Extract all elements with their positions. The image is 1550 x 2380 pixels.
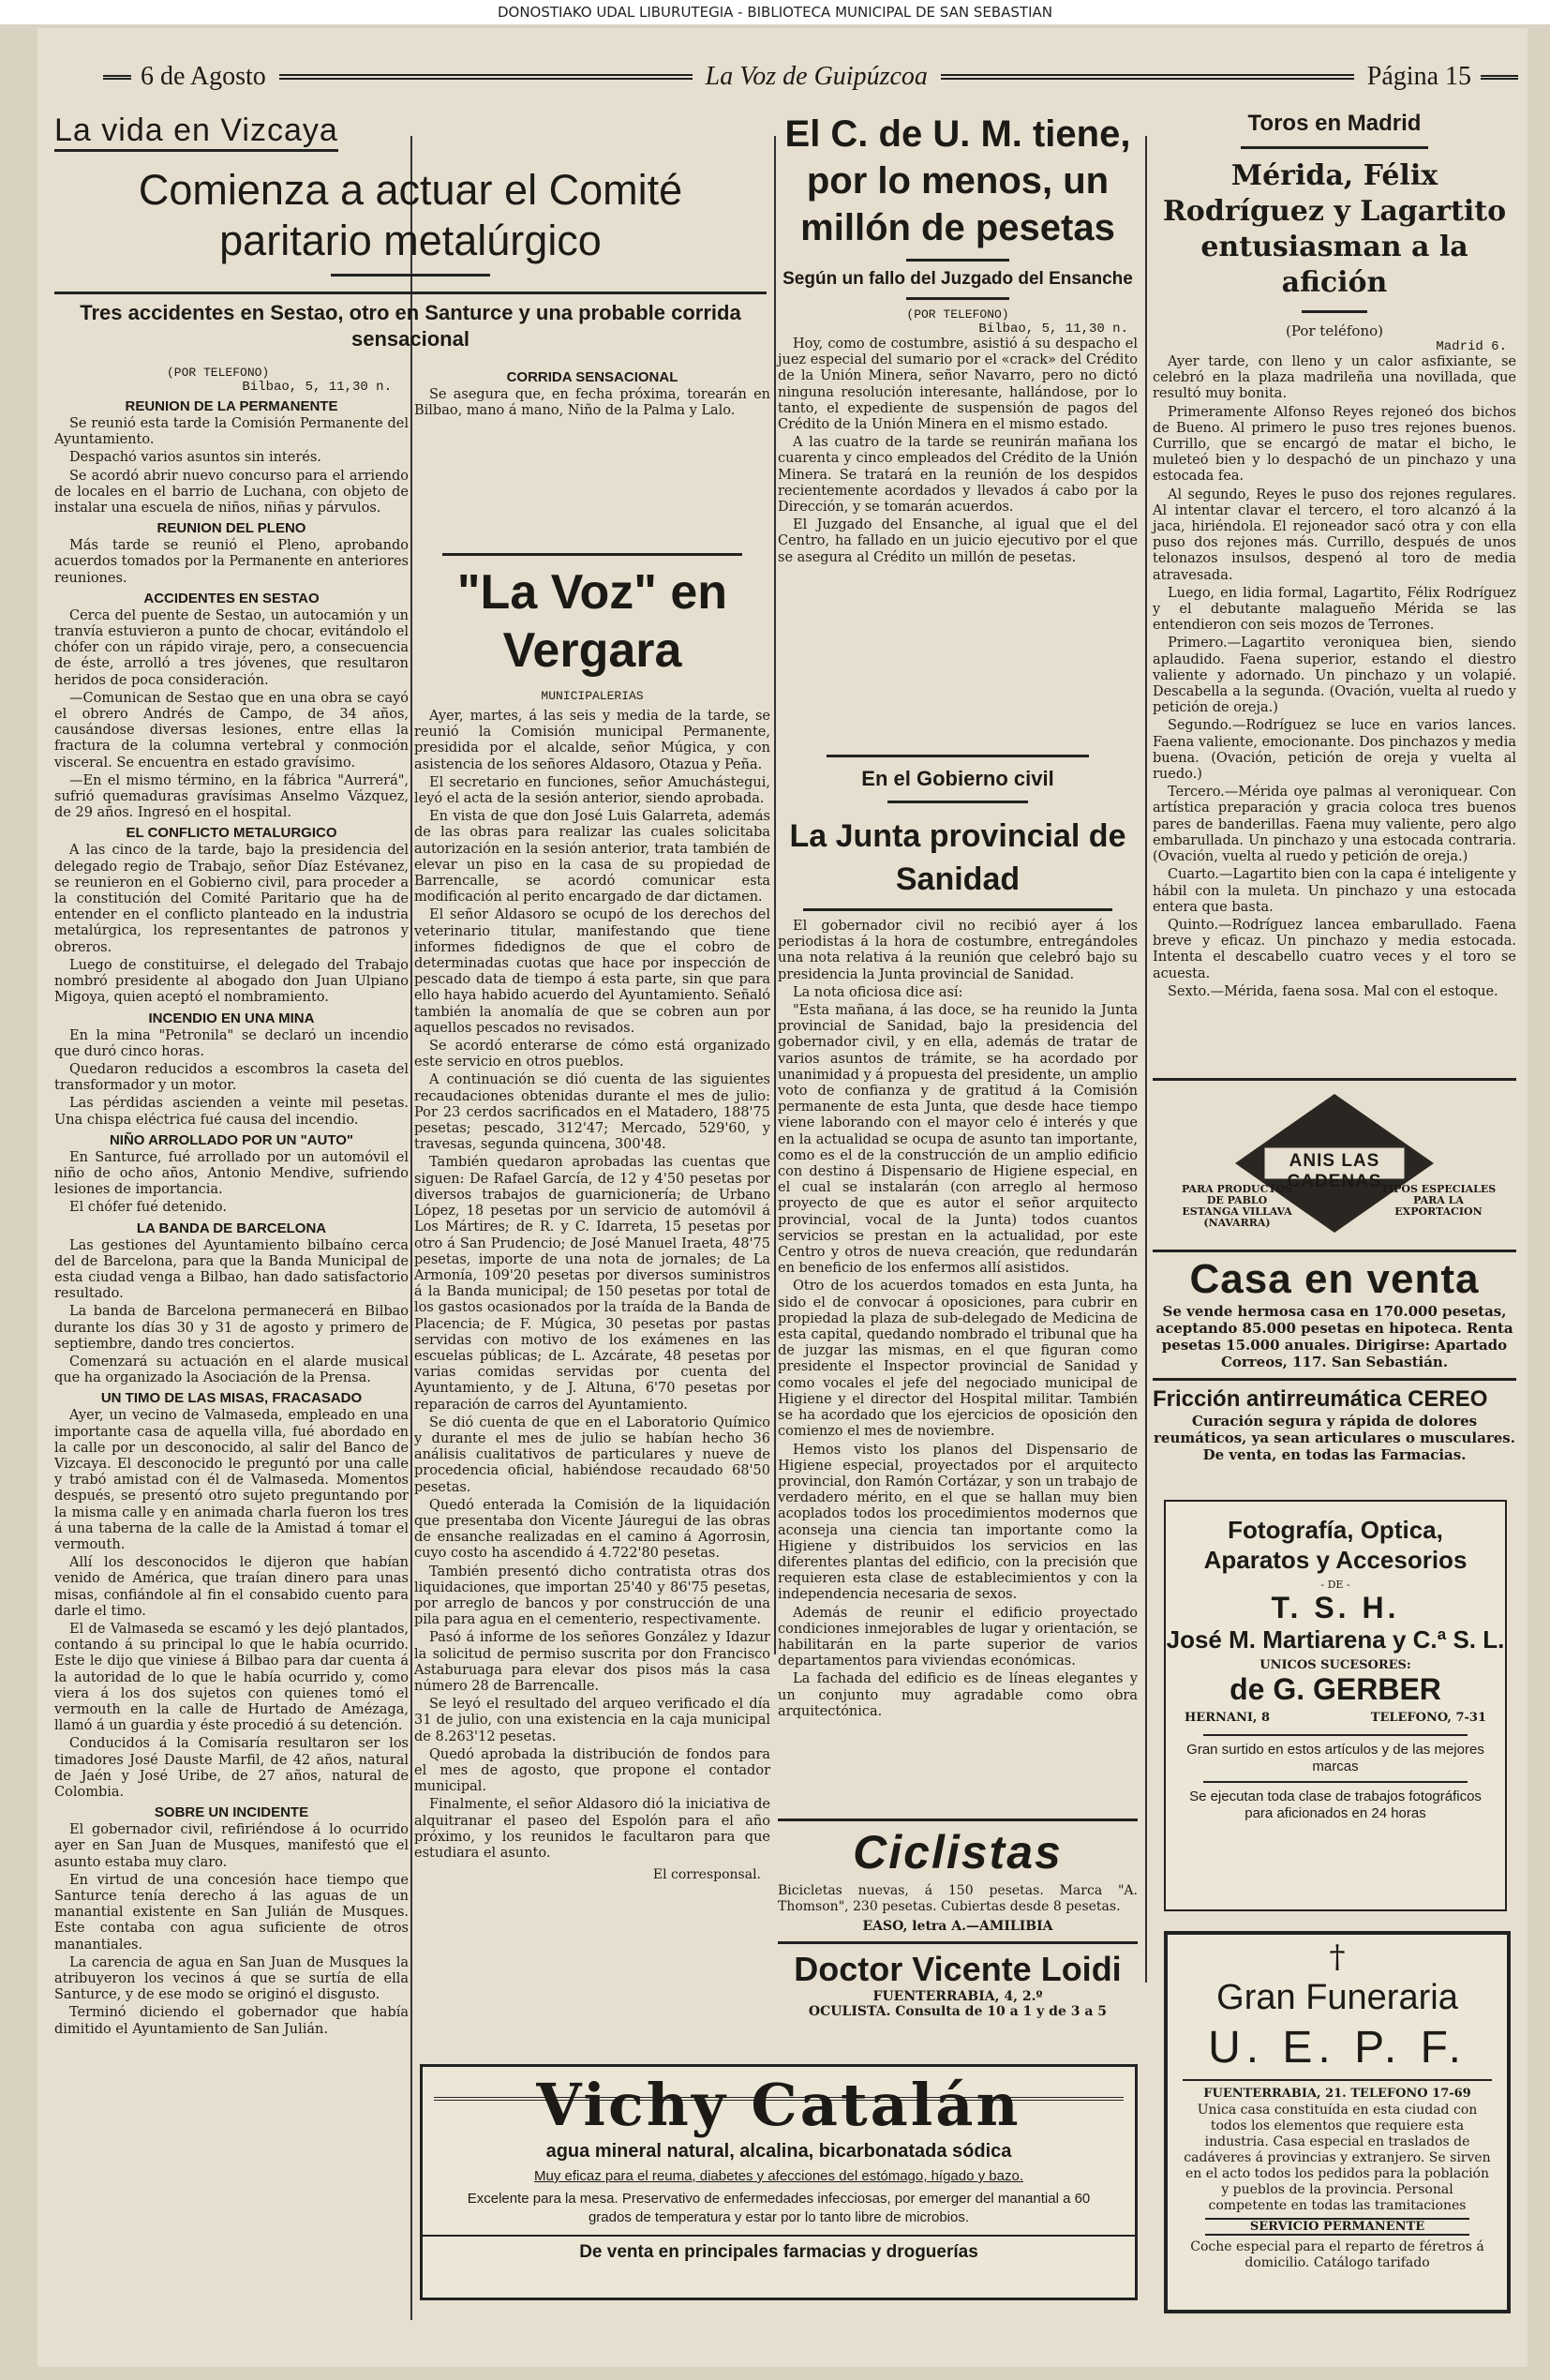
ciclistas-text: Bicicletas nuevas, á 150 pesetas. Marca "A. Thomson", 230 pesetas. Cubiertas desde 8 pesetas. xyxy=(778,1883,1138,1914)
newspaper-page xyxy=(37,28,1528,2367)
divider xyxy=(1153,1378,1516,1381)
vizcaya-paragraph: Se asegura que, en fecha próxima, torearán en Bilbao, mano á mano, Niño de la Palma y Lalo. xyxy=(414,387,770,419)
anis-left-text: PARA PRODUCTOS DE PABLO ESTANGA VILLAVA (NAVARRA) xyxy=(1181,1183,1293,1229)
cum-paragraph: Hoy, como de costumbre, asistió á su despacho el juez especial del sumario por el «crack» del Crédito de la Unión Minera, señor Navarro, pero no dictó ninguna resolución interesante, hallándose, por lo tanto, el expediente de suspensión de pagos del Crédito de la Unión Minera en el mismo estado. xyxy=(778,337,1138,433)
vizcaya-paragraph: Ayer, un vecino de Valmaseda, empleado en una importante casa de aquella villa, fué abordado en la calle por un desconocido, al salir del Banco de Vizcaya. El desconocido le preguntó por una calle y trabó amistad con él de Valmaseda. Momentos después, se presentó otro sujeto preguntando por la misma calle y en animada charla fueron los tres á una taberna de la calle de la Amistad á tomar el vermouth. xyxy=(54,1408,409,1552)
toros-kicker: Toros en Madrid xyxy=(1247,111,1422,136)
cum-paragraph: El Juzgado del Ensanche, al igual que el del Centro, ha fallado en un juicio ejecutivo por el que se asegura al Crédito un millón de pesetas. xyxy=(778,517,1138,565)
vizcaya-paragraph: El gobernador civil, refiriéndose á lo ocurrido ayer en San Juan de Musques, manifestó que el asunto estaba muy claro. xyxy=(54,1822,409,1870)
friccion-title: Fricción antirreumática CEREO xyxy=(1153,1386,1488,1412)
divider xyxy=(906,297,1009,300)
divider xyxy=(906,259,1009,262)
vizcaya-source: (POR TELEFONO) xyxy=(167,366,270,380)
vergara-paragraph: En vista de que don José Luis Galarreta, además de las obras para realizar las cuales solicitaba autorización en la sesión anterior, trata también de elevar un piso en la casa de su propiedad de Barrencalle, se acordó comunicar esta modificación al perito encargado de dar dictamen. xyxy=(414,809,770,906)
vichy-subtitle: agua mineral natural, alcalina, bicarbonatada sódica xyxy=(545,2141,1012,2162)
column-rule xyxy=(410,136,412,2320)
ciclistas-ad xyxy=(778,1819,1138,2019)
header-rule xyxy=(941,74,1354,80)
foto-text-1: Gran surtido en estos artículos y de las mejores marcas xyxy=(1186,1742,1484,1774)
toros-source: (Por teléfono) xyxy=(1285,322,1383,339)
sanidad-kicker: En el Gobierno civil xyxy=(861,767,1054,790)
vichy-line-3: De venta en principales farmacias y droguerías xyxy=(423,2235,1135,2263)
vizcaya-paragraph: Luego de constituirse, el delegado del Trabajo nombró presidente al abogado don Juan Ulpiano Migoya, quien aceptó el nombramiento. xyxy=(54,957,409,1006)
divider xyxy=(1241,146,1428,149)
toros-paragraph: Luego, en lidia formal, Lagartito, Félix Rodríguez y el debutante malagueño Mérida se las entendieron con seis mozos de Terrones. xyxy=(1153,585,1516,634)
section-subhead: EL CONFLICTO METALURGICO xyxy=(126,825,337,842)
divider xyxy=(442,553,742,556)
header-page-number: Página 15 xyxy=(1366,62,1472,91)
section-subhead: LA BANDA DE BARCELONA xyxy=(136,1220,327,1236)
vizcaya-paragraph: En virtud de una concesión hace tiempo que Santurce tenía derecho á las aguas de un manantial existente en San Julián de Musques. Este contaba con agua suficiente de otros manantiales. xyxy=(54,1872,409,1953)
foto-address: HERNANI, 8 xyxy=(1185,1711,1271,1725)
vizcaya-paragraph: Quedaron reducidos a escombros la caseta del transformador y un motor. xyxy=(54,1061,409,1094)
cum-headline: El C. de U. M. tiene, por lo menos, un millón de pesetas xyxy=(784,113,1131,248)
funeraria-text: Unica casa constituída en esta ciudad con todos los elementos que requiere esta industria. Casa especial en traslados de cadáveres á provincias y extranjero. Se sirven en el acto todos los pedidos para la población y pueblos de la provincia. Personal competente en todas las tramitaciones xyxy=(1184,2103,1491,2213)
vizcaya-paragraph: Se reunió esta tarde la Comisión Permanente del Ayuntamiento. xyxy=(54,416,409,448)
divider xyxy=(778,1941,1138,1944)
sanidad-paragraph: "Esta mañana, á las doce, se ha reunido la Junta provincial de Sanidad, bajo la presidencia del gobernador civil, y en ella, además de tratar de varios asuntos de trámite, se ha acordado por unanimidad y á propuesta del presidente, un amplio voto de confianza y de gratitud á la Comisión permanente de esta Junta, que desde hace tiempo viene laborando con el mayor celo é interés y que en la actualidad se ocupa de asunto tan importante, como es el de la construcción de un amplio edificio con destino á Dispensario de Higiene especial, en el cual se instalarán (con arreglo al hermoso proyecto de que es autor el señor arquitecto provincial, vocal de la Junta) todos cuantos servicios se prestan en la actualidad, por este Centro y otros de nueva creación, que redundarán en beneficio de los enfermos allí asistidos. xyxy=(778,1003,1139,1277)
friccion-text: Curación segura y rápida de dolores reumáticos, ya sean articulares o musculares. De venta, en todas las Farmacias. xyxy=(1154,1413,1515,1463)
divider xyxy=(1203,1781,1468,1783)
divider xyxy=(887,801,1028,803)
vizcaya-paragraph: La carencia de agua en San Juan de Musques la atribuyeron los vecinos á que se surtía de ella Santurce, y de ese modo se originó el disgusto. xyxy=(54,1954,409,2003)
vizcaya-column-1 xyxy=(54,366,409,2040)
foto-successors: UNICOS SUCESORES: xyxy=(1259,1658,1411,1672)
vizcaya-article-header xyxy=(54,112,767,352)
archive-watermark-bar: DONOSTIAKO UDAL LIBURUTEGIA - BIBLIOTECA MUNICIPAL DE SAN SEBASTIAN xyxy=(0,0,1550,24)
sanidad-paragraph: Además de reunir el edificio proyectado condiciones inmejorables de lugar y orientación, se habilitarán en la parte superior de varios departamentos para viviendas económicas. xyxy=(778,1605,1138,1669)
vergara-paragraph: Se acordó enterarse de cómo está organizado este servicio en otros pueblos. xyxy=(414,1039,770,1070)
vizcaya-paragraph: Más tarde se reunió el Pleno, aprobando acuerdos tomados por la Permanente en anteriores reuniones. xyxy=(54,538,409,586)
vizcaya-paragraph: Conducidos á la Comisaría resultaron ser los timadores José Dauste Marfil, de 42 años, natural de Jaén y José Uribe, de 27 años, natural de Colombia. xyxy=(54,1736,409,1801)
vizcaya-paragraph: En la mina "Petronila" se declaró un incendio que duró cinco horas. xyxy=(54,1027,409,1059)
vizcaya-paragraph: La banda de Barcelona permanecerá en Bilbao durante los días 30 y 31 de agosto y primero de septiembre, dando tres conciertos. xyxy=(54,1304,409,1352)
foto-phone: TELEFONO, 7-31 xyxy=(1370,1711,1486,1725)
sanidad-paragraph: La nota oficiosa dice así: xyxy=(793,984,963,1000)
header-rule xyxy=(279,74,693,80)
foto-owner: José M. Martiarena y C.ª S. L. xyxy=(1166,1625,1505,1654)
sanidad-body xyxy=(778,919,1138,1720)
toros-headline: Mérida, Félix Rodríguez y Lagartito entusiasman a la afición xyxy=(1162,159,1507,299)
foto-text-2: Se ejecutan toda clase de trabajos fotográficos para aficionados en 24 horas xyxy=(1189,1789,1482,1821)
vizcaya-paragraph: Las gestiones del Ayuntamiento bilbaíno cerca del de Barcelona, para que la Banda Municipal de esta ciudad venga a Bilbao, han dado satisfactorio resultado. xyxy=(54,1237,409,1302)
loidi-title: Doctor Vicente Loidi xyxy=(794,1950,1122,1988)
header-rule xyxy=(103,75,131,80)
vergara-paragraph: Quedó aprobada la distribución de fondos para el mes de agosto, que propone el contador municipal. xyxy=(414,1746,770,1795)
section-subhead: CORRIDA SENSACIONAL xyxy=(506,369,678,385)
divider xyxy=(1302,310,1367,313)
vizcaya-paragraph: Las pérdidas ascienden a veinte mil pesetas. Una chispa eléctrica fué causa del incendio. xyxy=(54,1096,409,1128)
header-paper-name: La Voz de Guipúzcoa xyxy=(705,62,928,91)
vizcaya-column-2 xyxy=(414,366,770,421)
funeraria-address: FUENTERRABIA, 21. TELEFONO 17-69 xyxy=(1203,2087,1471,2101)
vizcaya-sections-continued xyxy=(414,369,770,419)
funeraria-ad xyxy=(1164,1931,1511,2313)
sanidad-paragraph: La fachada del edificio es de líneas elegantes y un conjunto muy agradable como obra arquitectónica. xyxy=(778,1671,1138,1719)
vizcaya-paragraph: Comenzará su actuación en el alarde musical que ha organizado la Asociación de la Prensa. xyxy=(54,1354,409,1386)
vergara-paragraph: También quedaron aprobadas las cuentas que siguen: De Rafael García, de 12 y 4'50 pesetas por diversos trabajos de guarnicionería; de Urbano López, 18 pesetas por un servicio de automóvil á Los Mártires; de R. y C. Idarreta, 15 pesetas por otro á San Prudencio; de José Manuel Iraeta, 48'75 pesetas, importe de una nota de jornales; de La Armonía, 109'20 pesetas por diversos suministros á la Banda municipal; de 150 pesetas por total de los gastos ocasionados por la traída de la Banda de Placencia; de F. Múgica, 30 pesetas por pastas servidas con motivo de los exámenes en las escuelas públicas; de L. Azcárate, 48 pesetas por varias comidas servidas por cuenta del Ayuntamiento, y de J. Altuna, 6'70 pesetas por reparación de carros del Ayuntamiento. xyxy=(414,1155,770,1413)
anis-ad xyxy=(1153,1078,1516,1252)
vergara-signature: El corresponsal. xyxy=(652,1867,761,1883)
divider xyxy=(778,1819,1138,1821)
toros-body xyxy=(1153,354,1516,1000)
foto-de: - DE - xyxy=(1320,1579,1350,1591)
vizcaya-paragraph: En Santurce, fué arrollado por un automóvil el niño de ocho años, Antonio Mendive, sufriendo lesiones de importancia. xyxy=(54,1149,409,1198)
toros-paragraph: Primero.—Lagartito veroniquea bien, siendo aplaudido. Faena superior, estando el diestro valiente y adornado. Un pinchazo y un volapié. Descabella a la segunda. (Ovación, vuelta al ruedo y petición de oreja.) xyxy=(1153,636,1516,716)
sanidad-paragraph: Otro de los acuerdos tomados en esta Junta, ha sido el de convocar á oposiciones, para cubrir en propiedad la plaza de sub-delegado de Medicina de esta capital, quedando nombrado el tribunal que ha de juzgar las mismas, en el que figuran como presidente el Inspector provincial de Sanidad y como vocales el jefe del negociado municipal de Higiene y el director del Hospital militar. También se ha acordado que los ejercicios de oposición den comienzo el mes de noviembre. xyxy=(778,1279,1138,1440)
funeraria-tail: Coche especial para el reparto de féretros á domicilio. Catálogo tarifado xyxy=(1190,2239,1484,2270)
vizcaya-headline: Comienza a actuar el Comité paritario metalúrgico xyxy=(138,166,683,264)
section-subhead: UN TIMO DE LAS MISAS, FRACASADO xyxy=(100,1390,363,1407)
vergara-paragraph: El secretario en funciones, señor Amuchástegui, leyó el acta de la sesión anterior, siendo aprobada. xyxy=(414,774,770,807)
casa-title: Casa en venta xyxy=(1189,1256,1480,1302)
section-subhead: REUNION DE LA PERMANENTE xyxy=(125,398,338,414)
vizcaya-paragraph: A las cinco de la tarde, bajo la presidencia del delegado regio de Trabajo, señor Díaz Estévanez, se reunieron en el Gobierno civil, para proceder a la constitución del Comité Paritario que ha de entender en el conflicto planteado en la industria metalúrgica, los representantes de patronos y obreros. xyxy=(54,843,409,955)
sanidad-headline: La Junta provincial de Sanidad xyxy=(789,818,1126,897)
funeraria-brand: U. E. P. F. xyxy=(1208,2023,1467,2073)
divider xyxy=(331,274,490,277)
casa-ad xyxy=(1153,1256,1516,1463)
ciclistas-address: EASO, letra A.—AMILIBIA xyxy=(862,1919,1053,1934)
toros-paragraph: Cuarto.—Lagartito bien con la capa é inteligente y hábil con la muleta. Un pinchazo y una estocada entera que basta. xyxy=(1153,867,1516,915)
vichy-line-1: Muy eficaz para el reuma, diabetes y afecciones del estómago, hígado y bazo. xyxy=(534,2168,1023,2184)
toros-dateline: Madrid 6. xyxy=(1436,339,1507,354)
cum-paragraph: A las cuatro de la tarde se reunirán mañana los cuarenta y cinco empleados del Crédito de la Unión Minera. Se tratará en la reunión de los despidos recientemente acordados y llevados á cabo por la Dirección, y se tomarán acuerdos. xyxy=(778,435,1138,516)
loidi-text: OCULISTA. Consulta de 10 a 1 y de 3 a 5 xyxy=(808,2004,1108,2019)
vizcaya-paragraph: El de Valmaseda se escamó y les dejó plantados, contando á su principal lo que le había ocurrido. Este le dijo que viniese á Bilbao para dar cuenta á la autoridad de lo que le había ocurrido y, como viera á los dos sujetos con quienes tomó el vermouth en la calle de Hurtado de Amézaga, llamó á un guardia y éste procedió á su detención. xyxy=(54,1622,409,1734)
sanidad-article xyxy=(778,755,1138,1722)
vergara-paragraph: A continuación se dió cuenta de las siguientes recaudaciones obtenidas durante el mes de julio: Por 23 cerdos sacrificados en el Matadero, 188'75 pesetas; pescado, 312'47; Mercado, 529'60, y travesas, segunda quincena, 300'48. xyxy=(414,1072,770,1153)
vizcaya-kicker: La vida en Vizcaya xyxy=(54,112,338,152)
vergara-paragraph: Se dió cuenta de que en el Laboratorio Químico y durante el mes de julio se habían hecho 36 análisis cualitativos de particulares y nueve de procedencia oficial, habiéndose recaudado 68'50 pesetas. xyxy=(414,1415,770,1495)
funeraria-permanent: SERVICIO PERMANENTE xyxy=(1205,2218,1469,2236)
anis-brand: ANIS LAS CADENAS xyxy=(1287,1151,1382,1191)
vergara-paragraph: Quedó enterada la Comisión de la liquidación que presentaba don Vicente Jáuregui de las obras de ensanche realizadas en el camino á Agorrosin, cuyo costo ha ascendido á 4.722'80 pesetas. xyxy=(414,1497,770,1562)
toros-article xyxy=(1153,111,1516,1002)
vergara-paragraph: Se leyó el resultado del arqueo verificado el día 31 de julio, con una existencia en la caja municipal de 8.263'12 pesetas. xyxy=(414,1697,770,1744)
cum-body xyxy=(778,337,1138,566)
toros-paragraph: Al segundo, Reyes le puso dos rejones regulares. Al intentar clavar el tercero, el toro alcanzó á la jaca, hiriéndola. El rejoneador sacó otra y con ella puso dos rejones más. Currillo, después de unos telonazos insulsos, despenó al toro de media atravesada. xyxy=(1153,486,1516,583)
vichy-ad xyxy=(420,2064,1138,2300)
section-subhead: ACCIDENTES EN SESTAO xyxy=(143,590,320,606)
vergara-body xyxy=(414,709,770,1862)
foto-gerber: de G. GERBER xyxy=(1230,1672,1441,1706)
funeraria-title: Gran Funeraria xyxy=(1216,1978,1458,2017)
toros-paragraph: Tercero.—Mérida oye palmas al veroniquear. Con artística preparación y gracia coloca tres buenos pares de banderillas. Faena muy valiente, pero algo embarullada. Un pinchazo y una estocada contraria. (Ovación, vuelta al ruedo y petición de oreja.) xyxy=(1153,785,1516,865)
section-subhead: NIÑO ARROLLADO POR UN "AUTO" xyxy=(109,1131,354,1148)
vergara-article xyxy=(414,553,770,1882)
vizcaya-paragraph: Terminó diciendo el gobernador que había dimitido el Ayuntamiento de San Julián. xyxy=(54,2005,409,2037)
cum-article xyxy=(778,111,1138,568)
vichy-line-2: Excelente para la mesa. Preservativo de enfermedades infecciosas, por emerger del manantial a 60 grados de temperatura y estar por lo tanto libre de microbios. xyxy=(467,2191,1091,2225)
vizcaya-paragraph: Despachó varios asuntos sin interés. xyxy=(69,450,321,466)
foto-firm: T. S. H. xyxy=(1271,1591,1400,1624)
vizcaya-paragraph: Cerca del puente de Sestao, un autocamión y un tranvía estuvieron a punto de chocar, evitándolo el chófer con un rápido viraje, pero, a consecuencia de éste, arrolló a tres jóvenes, que resultaron heridos de poca consideración. xyxy=(54,607,409,688)
vergara-paragraph: El señor Aldasoro se ocupó de los derechos del veterinario titular, manifestando que tiene informes fidedignos de que el cobro de determinadas cuotas que hace por inspección de pescado data de tiempo á esta parte, sin que para ello haya habido acuerdo del Ayuntamiento. Señaló también la anomalía de que se cobren aun por aquellos pescados no revisados. xyxy=(414,907,770,1036)
cum-dateline: Bilbao, 5, 11,30 n. xyxy=(978,322,1128,337)
page-header xyxy=(103,64,1518,90)
column-rule xyxy=(774,136,776,1654)
ciclistas-title: Ciclistas xyxy=(853,1826,1063,1879)
section-subhead: INCENDIO EN UNA MINA xyxy=(148,1010,315,1026)
vergara-headline: "La Voz" en Vergara xyxy=(456,565,728,678)
foto-ad xyxy=(1164,1500,1507,1911)
vergara-subhead: MUNICIPALERIAS xyxy=(541,689,644,703)
vichy-title: Vichy Catalán xyxy=(536,2071,1021,2139)
header-rule xyxy=(1481,75,1518,80)
vizcaya-dateline: Bilbao, 5, 11,30 n. xyxy=(242,380,392,395)
casa-text: Se vende hermosa casa en 170.000 pesetas, aceptando 85.000 pesetas en hipoteca. Renta pesetas 15.000 anuales. Dirigirse: Apartado Correos, 117. San Sebastián. xyxy=(1155,1303,1513,1370)
divider xyxy=(803,908,1112,911)
toros-paragraph: Primeramente Alfonso Reyes rejoneó dos bichos de Bueno. Al primero le puso tres rejones buenos. Currillo, que se encargó de matar el bicho, le muleteó bien y lo despachó de un pinchazo y una estocada fea. xyxy=(1153,404,1516,485)
section-subhead: REUNION DEL PLENO xyxy=(156,520,306,537)
vizcaya-deck: Tres accidentes en Sestao, otro en Santurce y una probable corrida sensacional xyxy=(54,292,767,352)
toros-paragraph: Quinto.—Rodríguez lancea embarullado. Faena breve y eficaz. Un pinchazo y media estocada. Intenta el descabello cuatro veces y el toro se acuesta. xyxy=(1153,917,1516,981)
cum-source: (POR TELEFONO) xyxy=(906,307,1009,322)
cum-deck: Según un fallo del Juzgado del Ensanche xyxy=(782,269,1133,289)
vergara-paragraph: Ayer, martes, á las seis y media de la tarde, se reunió la Comisión municipal Permanente, presidida por el alcalde, señor Múgica, y con asistencia de los señores Aldasoro, Otazua y Peña. xyxy=(414,709,770,772)
toros-paragraph: Segundo.—Rodríguez se luce en varios lances. Faena valiente, emocionante. Dos pinchazos y media buena. (Ovación, petición de oreja y vuelta al ruedo.) xyxy=(1153,718,1516,783)
vergara-paragraph: Finalmente, el señor Aldasoro dió la iniciativa de alquitranar el paseo del Espolón para el año próximo, y los reunidos le facultaron para que estudiara el asunto. xyxy=(414,1797,770,1862)
foto-title: Fotografía, Optica, Aparatos y Accesorios xyxy=(1203,1516,1468,1574)
toros-paragraph: Ayer tarde, con lleno y un calor asfixiante, se celebró en la plaza madrileña una novillada, que resultó muy bonita. xyxy=(1153,354,1516,402)
divider xyxy=(1183,2079,1492,2081)
vizcaya-paragraph: Allí los desconocidos le dijeron que habían venido de América, que traían dinero para unas misas, confiándole al fin el consabido cuento para darle el timo. xyxy=(54,1555,409,1619)
divider xyxy=(827,755,1089,757)
vizcaya-sections xyxy=(54,398,409,2038)
vizcaya-paragraph: —Comunican de Sestao que en una obra se cayó el obrero Andrés de Campo, de 34 años, causándose diversas lesiones, entre ellas la fractura de la columna vertebral y conmoción visceral. Se encuentra en estado gravísimo. xyxy=(54,690,409,771)
toros-paragraph: Sexto.—Mérida, faena sosa. Mal con el estoque. xyxy=(1168,983,1498,999)
vizcaya-paragraph: —En el mismo término, en la fábrica "Aurrerá", sufrió quemaduras gravísimas Anselmo Vázquez, de 29 años. Ingresó en el hospital. xyxy=(54,772,409,821)
header-date: 6 de Agosto xyxy=(141,62,266,91)
vizcaya-paragraph: Se acordó abrir nuevo concurso para el arriendo de locales en el barrio de Luchana, con objeto de instalar una escuela de niños, niñas y párvulos. xyxy=(54,468,409,516)
sanidad-paragraph: El gobernador civil no recibió ayer á los periodistas á la hora de costumbre, entregándoles una nota relativa á la reunión que celebró bajo su presidencia la Junta provincial de Sanidad. xyxy=(778,919,1138,982)
section-subhead: SOBRE UN INCIDENTE xyxy=(154,1804,309,1821)
anis-right-text: TIPOS ESPECIALES PARA LA EXPORTACION xyxy=(1380,1183,1497,1218)
vergara-paragraph: También presentó dicho contratista otras dos liquidaciones, que importan 25'40 y 86'75 pesetas, por arreglo de bancos y por construcción de una pila para agua en el cementerio, respectivamente. xyxy=(414,1564,770,1628)
sanidad-paragraph: Hemos visto los planos del Dispensario de Higiene especial, proyectados por el arquitecto provincial, don Ramón Cortázar, y son un trabajo de verdadero mérito, en el que se hallan muy bien acoplados todos los procedimientos modernos que aconseja una ciencia tan importante como la Higiene y distribuidos los servicios en las diferentes plantas del edificio, con la precisión que requieren esta clase de establecimientos y con la independencia necesaria de sexos. xyxy=(778,1442,1138,1603)
foto-contact-row xyxy=(1166,1707,1505,1729)
loidi-address: FUENTERRABIA, 4, 2.º xyxy=(872,1989,1043,2004)
column-rule xyxy=(1145,136,1147,1983)
vergara-paragraph: Pasó á informe de los señores González y Idazur la solicitud de permiso suscrita por don Francisco Astaburuaga para elevar dos pisos más la casa número 28 de Barrencalle. xyxy=(414,1630,770,1694)
vizcaya-paragraph: El chófer fué detenido. xyxy=(69,1200,228,1216)
cross-icon: † xyxy=(1329,1938,1346,1976)
divider xyxy=(1203,1734,1468,1736)
